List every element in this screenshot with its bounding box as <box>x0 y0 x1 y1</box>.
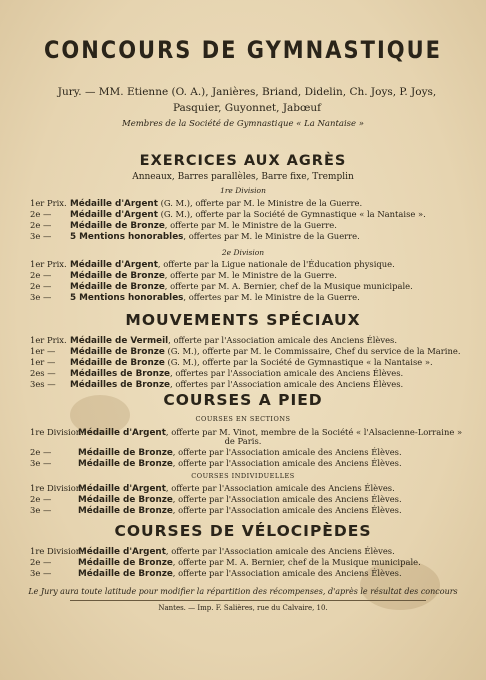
award-donor: , offerte par l'Association amicale des Anciens Élèves. <box>172 505 402 515</box>
award-medal: Médaille d'Argent <box>78 428 166 438</box>
award-medal: Médaille de Bronze <box>70 282 165 292</box>
award-row <box>30 557 474 568</box>
award-rank: 2e — <box>30 281 52 291</box>
award-medal: Médaille d'Argent <box>70 210 158 220</box>
award-rank: 3e — <box>30 458 52 468</box>
divider <box>70 600 426 601</box>
award-donor: (G. M.), offerte par M. le Commissaire, Chef du service de la Marine. <box>164 346 461 356</box>
award-medal: Médaille de Bronze <box>78 459 173 469</box>
award-medal: Médaille d'Argent <box>78 547 166 557</box>
award-rank: 3es — <box>30 379 56 389</box>
award-medal: 5 Mentions honorables <box>70 232 184 242</box>
award-donor: , offerte par M. le Ministre de la Guerre. <box>164 270 337 280</box>
award-rank: 2es — <box>30 368 56 378</box>
award-donor: , offerte par l'Association amicale des Anciens Élèves. <box>165 483 395 493</box>
award-rank: 1re Division. <box>30 483 84 493</box>
jury-names: Jury. — MM. Etienne (O. A.), Janières, Briand, Didelin, Ch. Joys, P. Joys, <box>57 86 437 98</box>
award-donor: (G. M.), offerte par la Société de Gymnastique « la Nantaise ». <box>164 357 433 367</box>
printer-imprint: Nantes. — Imp. F. Salières, rue du Calvaire, 10. <box>158 604 328 612</box>
award-row <box>30 483 474 494</box>
award-rank: 1er Prix. <box>30 335 67 345</box>
award-rank: 1re Division. <box>30 427 84 437</box>
subsection-label: COURSES EN SECTIONS <box>195 415 291 423</box>
award-donor: , offerte par l'Association amicale des Anciens Élèves. <box>172 568 402 578</box>
award-rank: 3e — <box>30 231 52 241</box>
award-rank: 3e — <box>30 505 52 515</box>
award-medal: Médaille de Bronze <box>70 271 165 281</box>
award-row <box>30 505 474 516</box>
subsection-label: COURSES INDIVIDUELLES <box>191 472 295 480</box>
award-rank: 1er Prix. <box>30 198 67 208</box>
jury-note: Le Jury aura toute latitude pour modifier la répartition des récompenses, d'après le résultat des concours <box>28 587 458 596</box>
award-row <box>30 270 474 281</box>
page-title: CONCOURS DE GYMNASTIQUE <box>43 36 443 64</box>
award-rank: 1er — <box>30 346 56 356</box>
award-donor: , offertes par l'Association amicale des Anciens Élèves. <box>170 368 404 378</box>
award-donor: (G. M.), offerte par la Société de Gymnastique « la Nantaise ». <box>157 209 426 219</box>
award-medal: Médaille d'Argent <box>70 199 158 209</box>
jury-names-cont: Pasquier, Guyonnet, Jabœuf <box>172 102 322 114</box>
award-rank: 1er Prix. <box>30 259 67 269</box>
award-row <box>30 368 474 379</box>
division-label: 1re Division <box>220 186 266 195</box>
jury-line <box>28 84 466 116</box>
award-medal: 5 Mentions honorables <box>70 293 184 303</box>
award-donor: , offerte par M. le Ministre de la Guerre. <box>164 220 337 230</box>
award-medal: Médaille d'Argent <box>70 260 158 270</box>
award-donor: , offertes par l'Association amicale des Anciens Élèves. <box>170 379 404 389</box>
award-donor: , offerte par M. A. Bernier, chef de la Musique municipale. <box>172 557 421 567</box>
award-medal: Médaille de Bronze <box>70 358 165 368</box>
award-medal: Médaille de Bronze <box>78 448 173 458</box>
award-medal: Médaille d'Argent <box>78 484 166 494</box>
award-rank: 1er — <box>30 357 56 367</box>
award-medal: Médaille de Vermeil <box>70 336 169 346</box>
award-rank: 2e — <box>30 447 52 457</box>
award-row <box>30 335 474 346</box>
award-donor: , offerte par l'Association amicale des Anciens Élèves. <box>165 546 395 556</box>
award-donor: , offerte par M. A. Bernier, chef de la Musique municipale. <box>164 281 413 291</box>
award-row <box>30 546 474 557</box>
section-title-mouvements: MOUVEMENTS SPÉCIAUX <box>125 311 361 329</box>
award-rank: 1re Division. <box>30 546 84 556</box>
award-row <box>30 281 474 292</box>
section-subtitle-agres: Anneaux, Barres parallèles, Barre fixe, Tremplin <box>132 172 354 182</box>
award-donor: , offerte par M. Vinot, membre de la Société « l'Alsacienne-Lorraine » <box>165 427 463 437</box>
award-row <box>30 292 474 303</box>
award-rank: 2e — <box>30 557 52 567</box>
award-donor: , offerte par l'Association amicale des Anciens Élèves. <box>172 458 402 468</box>
award-row <box>30 357 474 368</box>
award-rank: 2e — <box>30 494 52 504</box>
award-rank: 2e — <box>30 270 52 280</box>
award-donor: , offerte par l'Association amicale des Anciens Élèves. <box>172 494 402 504</box>
section-title-velocipedes: COURSES DE VÉLOCIPÈDES <box>114 522 372 540</box>
award-row-continuation: de Paris. <box>224 436 262 446</box>
award-row <box>30 209 474 220</box>
award-rank: 3e — <box>30 568 52 578</box>
award-medal: Médailles de Bronze <box>70 369 171 379</box>
jury-affiliation: Membres de la Société de Gymnastique « La Nantaise » <box>122 119 364 129</box>
award-row <box>30 458 474 469</box>
award-rank: 2e — <box>30 220 52 230</box>
award-row <box>30 220 474 231</box>
award-donor: , offerte par l'Association amicale des Anciens Élèves. <box>172 447 402 457</box>
award-medal: Médaille de Bronze <box>70 221 165 231</box>
award-row <box>30 259 474 270</box>
award-row <box>30 231 474 242</box>
award-rank: 3e — <box>30 292 52 302</box>
award-donor: (G. M.), offerte par M. le Ministre de la Guerre. <box>157 198 363 208</box>
award-rank: 2e — <box>30 209 52 219</box>
award-row <box>30 379 474 390</box>
award-donor: , offerte par la Ligue nationale de l'Éducation physique. <box>157 259 395 269</box>
section-title-courses: COURSES A PIED <box>163 391 323 409</box>
award-donor: , offerte par l'Association amicale des Anciens Élèves. <box>168 335 397 345</box>
award-donor: , offertes par M. le Ministre de la Guerre. <box>183 292 360 302</box>
award-row <box>30 494 474 505</box>
award-row <box>30 447 474 458</box>
award-row <box>30 346 474 357</box>
award-medal: Médailles de Bronze <box>70 380 171 390</box>
award-donor: , offertes par M. le Ministre de la Guerre. <box>183 231 360 241</box>
award-medal: Médaille de Bronze <box>78 495 173 505</box>
award-medal: Médaille de Bronze <box>78 558 173 568</box>
award-medal: Médaille de Bronze <box>70 347 165 357</box>
award-row <box>30 198 474 209</box>
award-medal: Médaille de Bronze <box>78 506 173 516</box>
section-title-agres: EXERCICES AUX AGRÈS <box>139 153 347 169</box>
award-medal: Médaille de Bronze <box>78 569 173 579</box>
award-row <box>30 568 474 579</box>
division-label: 2e Division <box>221 248 265 257</box>
